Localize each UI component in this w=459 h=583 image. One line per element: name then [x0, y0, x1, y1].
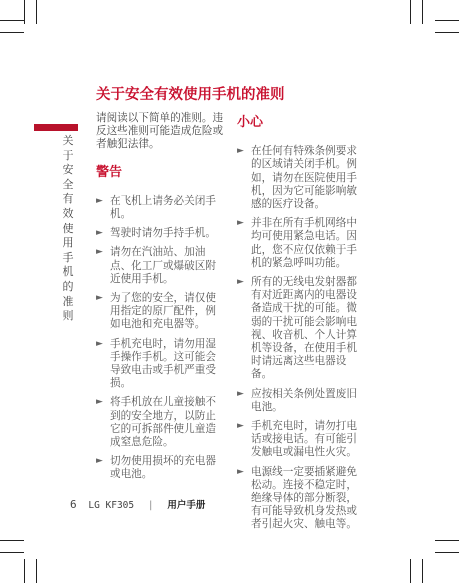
bullet-arrow-icon: ► [96, 228, 103, 239]
crop-mark [435, 20, 459, 21]
brand-model: LG KF305 [88, 500, 135, 511]
caution-list [237, 145, 365, 531]
right-column [237, 112, 365, 538]
crop-mark [0, 540, 24, 541]
list-item: ► 驾驶时请勿手持手机。 [96, 227, 216, 240]
manual-label: 用户手册 [167, 500, 206, 511]
bullet-arrow-icon: ► [96, 338, 103, 349]
crop-mark [410, 559, 411, 583]
list-item: ► 电源线一定要插紧避免松动。连接不稳定时，绝缘导体的部分断裂，有可能导致机身发热或者引起火灾、触电等。 [237, 465, 357, 531]
crop-mark [0, 552, 24, 553]
crop-mark [410, 0, 411, 24]
list-item: ► 将手机放在儿童接触不到的安全地方，以防止它的可拆部件使儿童造成窒息危险。 [96, 396, 216, 449]
bullet-arrow-icon: ► [96, 293, 103, 304]
list-item: ► 手机充电时，请勿打电话或接电话。有可能引发触电或漏电性火灾。 [237, 420, 357, 459]
intro-text: 请阅读以下简单的准则。违反这些准则可能造成危险或者触犯法律。 [96, 112, 224, 151]
page-title: 关于安全有效使用手机的准则 [96, 87, 285, 103]
bullet-arrow-icon: ► [96, 456, 103, 467]
list-item: ► 应按相关条例处置废旧电池。 [237, 387, 357, 413]
side-tab-bar [34, 124, 78, 131]
warning-list [96, 195, 224, 482]
crop-mark [24, 559, 25, 583]
crop-mark [0, 32, 24, 33]
bullet-arrow-icon: ► [237, 146, 244, 157]
crop-mark [422, 559, 423, 583]
crop-mark [435, 540, 459, 541]
list-item: ► 在任何有特殊条例要求的区域请关闭手机。例如，请勿在医院使用手机，因为它可能影响敏感的医疗设备。 [237, 145, 357, 211]
bullet-arrow-icon: ► [96, 195, 103, 206]
crop-mark [36, 0, 37, 24]
bullet-arrow-icon: ► [237, 277, 244, 288]
footer-separator: | [147, 500, 154, 511]
bullet-arrow-icon: ► [237, 466, 244, 477]
crop-mark [435, 32, 459, 33]
bullet-arrow-icon: ► [237, 388, 244, 399]
page-footer [70, 497, 205, 511]
side-tab-label: 关于安全有效使用手机的准则 [62, 134, 74, 323]
list-item: ► 切勿使用损坏的充电器或电池。 [96, 455, 216, 481]
crop-mark [36, 559, 37, 583]
list-item: ► 为了您的安全，请仅使用指定的原厂配件，例如电池和充电器等。 [96, 292, 216, 331]
crop-mark [24, 0, 25, 24]
crop-mark [422, 0, 423, 24]
list-item: ► 所有的无线电发射器都有对近距离内的电器设备造成干扰的可能。微弱的干扰可能会影响电视、收音机、个人计算机等设备，在使用手机时请远离这些电器设备。 [237, 276, 357, 381]
list-item: ► 在飞机上请务必关闭手机。 [96, 194, 216, 221]
left-column [96, 112, 224, 488]
page-number: 6 [70, 498, 77, 511]
list-item: ► 手机充电时，请勿用湿手操作手机。这可能会导致电击或手机严重受损。 [96, 337, 216, 390]
warning-heading: 警告 [96, 164, 123, 180]
list-item: ► 并非在所有手机网络中均可使用紧急电话。因此，您不应仅依赖于手机的紧急呼叫功能。 [237, 217, 357, 269]
crop-mark [0, 20, 24, 21]
list-item: ► 请勿在汽油站、加油点、化工厂或爆破区附近使用手机。 [96, 246, 216, 285]
crop-mark [435, 552, 459, 553]
bullet-arrow-icon: ► [96, 397, 103, 408]
bullet-arrow-icon: ► [96, 247, 103, 258]
caution-heading: 小心 [237, 115, 264, 130]
bullet-arrow-icon: ► [237, 421, 244, 432]
bullet-arrow-icon: ► [237, 218, 244, 229]
